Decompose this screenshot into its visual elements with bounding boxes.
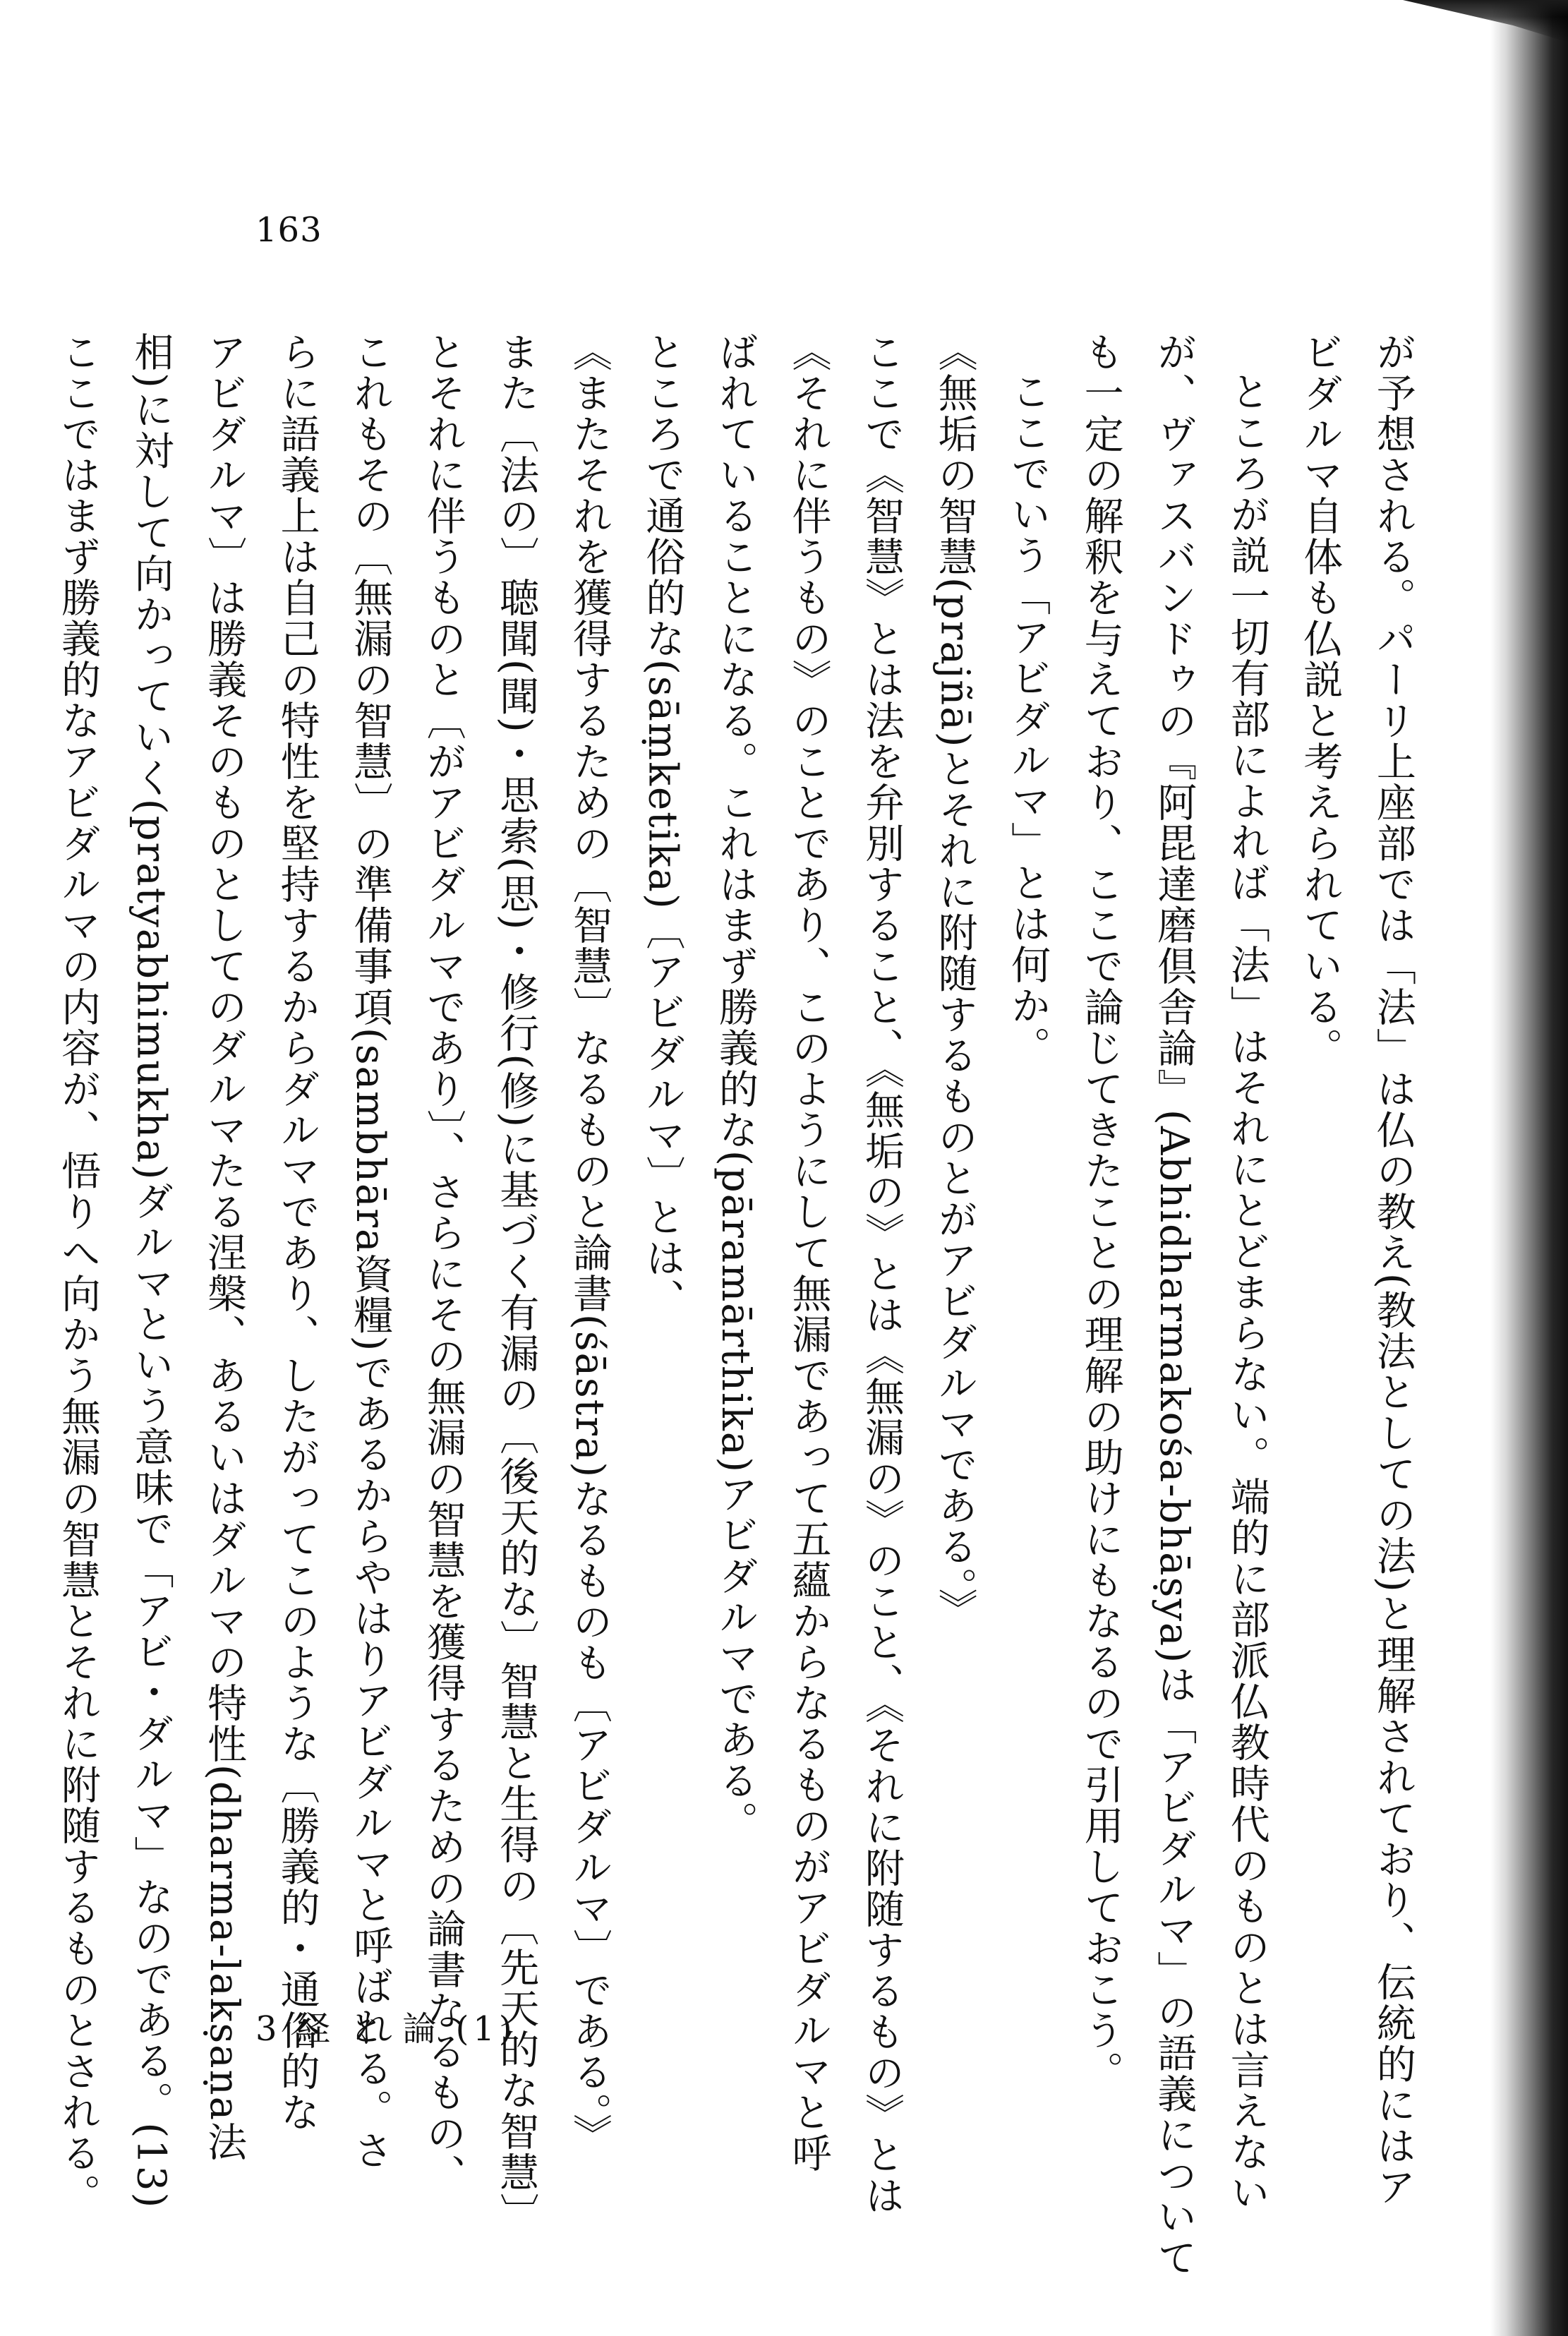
text-line: が、ヴァスバンドゥの『阿毘達磨倶舎論』(Abhidharmakośa-bhāṣya)は「アビダルマ」の語義について (1151, 332, 1198, 2279)
text-line: これもその〔無漏の智慧〕の準備事項(sambhāra資糧)であるからやはりアビダルマと呼ばれる。さ (347, 332, 394, 2172)
text-line: ところで通俗的な(sāṃketika)〔アビダルマ〕とは、 (639, 332, 686, 1320)
text-line: らに語義上は自己の特性を堅持するからダルマであり、したがってこのような〔勝義的・通俗的な (274, 332, 320, 2133)
page-number: 163 (255, 210, 322, 250)
text-line: 《またそれを獲得するための〔智慧〕なるものと論書(śāstra)なるものも〔アビダルマ〕である。》 (566, 332, 613, 2155)
text-line: 《それに伴うもの》のことであり、このようにして無漏であって五蘊からなるものがアビダルマと呼 (785, 332, 832, 2174)
text-line: とそれに伴うものと〔がアビダルマであり〕、さらにその無漏の智慧を獲得するための論書なるもの、 (420, 332, 466, 2195)
text-line: が予想される。パーリ上座部では「法」は仏の教え(教法としての法)と理解されており、伝統的にはア (1370, 332, 1416, 2208)
scan-edge-shadow (1490, 0, 1568, 2336)
text-line: も一定の解釈を与えており、ここで論じてきたことの理解の助けにもなるので引用しておこう。 (1078, 332, 1124, 2092)
text-line: ビダルマ自体も仏説と考えられている。 (1297, 332, 1344, 1068)
text-line: 相)に対して向かっていく(pratyabhimukha)ダルマという意味で「アビ・ダルマ」なのである。(13) (128, 332, 174, 2210)
text-line: アビダルマ〕は勝義そのものとしてのダルマたる涅槃、あるいはダルマの特性(dharma-lakṣaṇa法 (201, 332, 248, 2163)
text-line: ばれていることになる。これはまず勝義的な(pāramārthika)アビダルマである。 (712, 332, 759, 1843)
text-line: 《無垢の智慧(prajñā)とそれに附随するものとがアビダルマである。》 (931, 332, 978, 1630)
text-line: ところが説一切有部によれば「法」はそれにとどまらない。端的に部派仏教時代のものとは言えない (1224, 371, 1270, 2213)
running-footer: 3 経 と 論 (1) (255, 2009, 517, 2049)
text-line: また〔法の〕聴聞(聞)・思索(思)・修行(修)に基づく有漏の〔後天的な〕智慧と生得の〔先天的な智慧〕 (493, 332, 540, 2234)
text-line: ここではまず勝義的なアビダルマの内容が、悟りへ向かう無漏の智慧とそれに附随するものとされる。 (55, 332, 101, 2215)
text-line: ここで《智慧》とは法を弁別すること、《無垢の》とは《無漏の》のこと、《それに附随するもの》とは (859, 332, 905, 2216)
text-line: ここでいう「アビダルマ」とは何か。 (1005, 371, 1051, 1067)
